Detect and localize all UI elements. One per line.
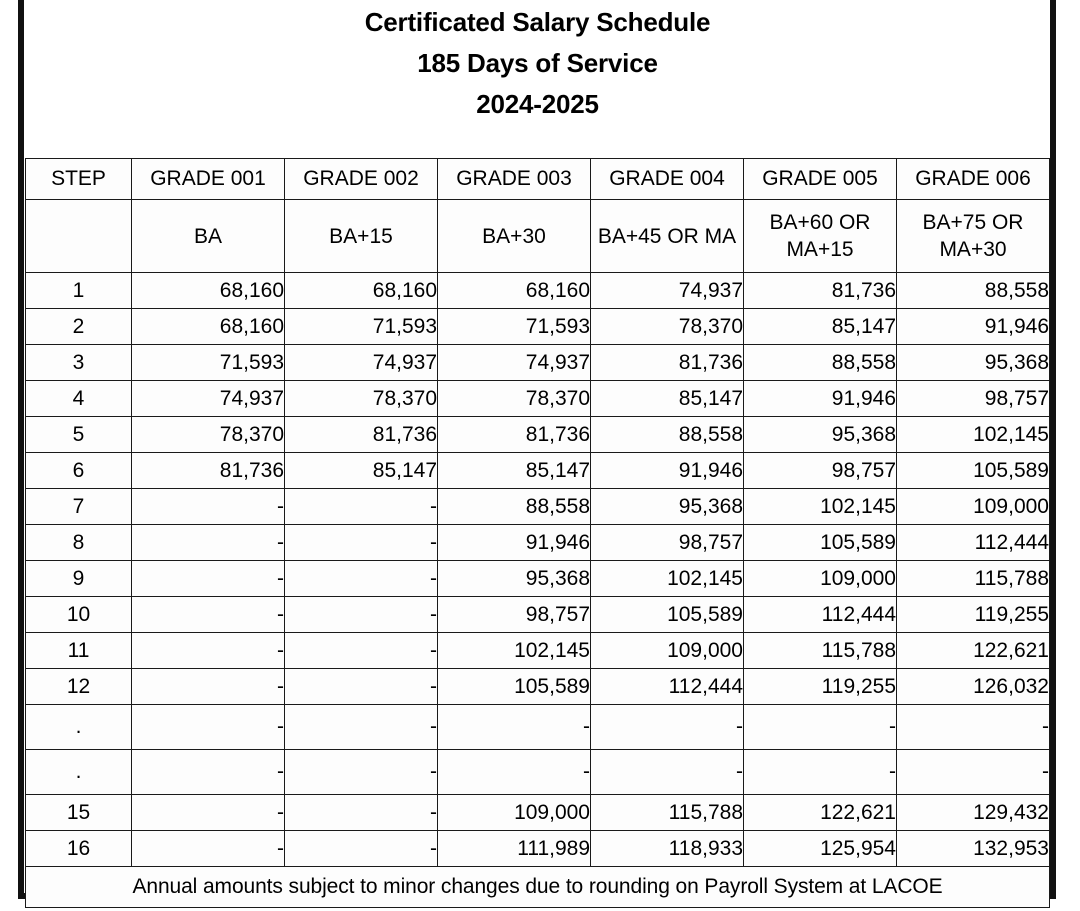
column-header-grade-005: GRADE 005	[744, 159, 897, 200]
salary-cell: 71,593	[438, 309, 591, 345]
footer-note-row	[26, 867, 1050, 908]
salary-cell: 81,736	[591, 345, 744, 381]
table-header	[26, 159, 1050, 273]
salary-cell: 88,558	[591, 417, 744, 453]
salary-cell: 112,444	[897, 525, 1050, 561]
salary-cell: 118,933	[591, 831, 744, 867]
salary-cell-empty: -	[285, 795, 438, 831]
salary-cell: 129,432	[897, 795, 1050, 831]
table-row	[26, 633, 1050, 669]
salary-cell: 78,370	[132, 417, 285, 453]
salary-cell: 125,954	[744, 831, 897, 867]
salary-cell: 105,589	[591, 597, 744, 633]
salary-cell: 112,444	[744, 597, 897, 633]
degree-header-grade-004: BA+45 OR MA	[591, 200, 744, 273]
salary-cell: 115,788	[591, 795, 744, 831]
salary-cell-empty: -	[438, 750, 591, 795]
salary-cell: 91,946	[744, 381, 897, 417]
salary-cell: 98,757	[897, 381, 1050, 417]
salary-cell-empty: -	[285, 633, 438, 669]
salary-cell: 109,000	[744, 561, 897, 597]
salary-cell: 74,937	[132, 381, 285, 417]
degree-header-grade-003: BA+30	[438, 200, 591, 273]
salary-cell-empty: -	[897, 705, 1050, 750]
salary-cell: 68,160	[285, 273, 438, 309]
salary-cell-empty: -	[132, 489, 285, 525]
step-cell: 12	[26, 669, 132, 705]
salary-cell: 126,032	[897, 669, 1050, 705]
salary-schedule-table	[25, 158, 1050, 908]
salary-cell: 71,593	[132, 345, 285, 381]
column-header-grade-001: GRADE 001	[132, 159, 285, 200]
salary-cell: 105,589	[744, 525, 897, 561]
table-row	[26, 525, 1050, 561]
salary-cell-empty: -	[132, 561, 285, 597]
salary-cell: 68,160	[132, 309, 285, 345]
table-body	[26, 273, 1050, 867]
salary-cell-empty: -	[285, 525, 438, 561]
degree-header-grade-001: BA	[132, 200, 285, 273]
salary-cell: 109,000	[897, 489, 1050, 525]
salary-cell: 85,147	[285, 453, 438, 489]
salary-cell-empty: -	[744, 750, 897, 795]
table-row	[26, 750, 1050, 795]
table-row	[26, 273, 1050, 309]
salary-cell: 102,145	[744, 489, 897, 525]
salary-cell: 88,558	[438, 489, 591, 525]
salary-cell-empty: -	[591, 750, 744, 795]
step-cell: 15	[26, 795, 132, 831]
degree-header-blank	[26, 200, 132, 273]
column-header-grade-002: GRADE 002	[285, 159, 438, 200]
salary-cell: 85,147	[591, 381, 744, 417]
step-cell: 8	[26, 525, 132, 561]
table-row	[26, 597, 1050, 633]
salary-cell: 95,368	[591, 489, 744, 525]
table-row	[26, 561, 1050, 597]
step-cell: .	[26, 750, 132, 795]
salary-cell: 68,160	[438, 273, 591, 309]
salary-cell-empty: -	[285, 597, 438, 633]
table-row	[26, 381, 1050, 417]
salary-cell: 95,368	[438, 561, 591, 597]
salary-cell-empty: -	[285, 750, 438, 795]
salary-cell-empty: -	[132, 750, 285, 795]
salary-cell: 95,368	[897, 345, 1050, 381]
step-cell: 9	[26, 561, 132, 597]
salary-cell: 98,757	[591, 525, 744, 561]
salary-cell: 88,558	[744, 345, 897, 381]
salary-cell: 109,000	[438, 795, 591, 831]
salary-cell: 78,370	[438, 381, 591, 417]
salary-cell: 105,589	[897, 453, 1050, 489]
step-cell: 1	[26, 273, 132, 309]
step-cell: 2	[26, 309, 132, 345]
salary-cell-empty: -	[285, 489, 438, 525]
step-cell: .	[26, 705, 132, 750]
step-cell: 11	[26, 633, 132, 669]
salary-cell: 102,145	[897, 417, 1050, 453]
step-cell: 16	[26, 831, 132, 867]
table-row	[26, 705, 1050, 750]
step-cell: 4	[26, 381, 132, 417]
salary-cell: 111,989	[438, 831, 591, 867]
header-row-degrees	[26, 200, 1050, 273]
salary-cell: 98,757	[744, 453, 897, 489]
salary-cell: 74,937	[285, 345, 438, 381]
salary-cell: 98,757	[438, 597, 591, 633]
table-row	[26, 489, 1050, 525]
table-row	[26, 309, 1050, 345]
salary-cell: 81,736	[132, 453, 285, 489]
salary-cell-empty: -	[285, 561, 438, 597]
table-row	[26, 453, 1050, 489]
column-header-grade-006: GRADE 006	[897, 159, 1050, 200]
salary-cell: 119,255	[744, 669, 897, 705]
salary-cell: 91,946	[897, 309, 1050, 345]
salary-cell: 109,000	[591, 633, 744, 669]
header-row-grades	[26, 159, 1050, 200]
table-row	[26, 417, 1050, 453]
salary-cell-empty: -	[132, 633, 285, 669]
salary-cell: 102,145	[438, 633, 591, 669]
salary-cell: 122,621	[744, 795, 897, 831]
salary-cell: 102,145	[591, 561, 744, 597]
table-footer	[26, 867, 1050, 908]
salary-cell: 88,558	[897, 273, 1050, 309]
salary-cell-empty: -	[744, 705, 897, 750]
salary-cell-empty: -	[132, 705, 285, 750]
page-schoolyear: 2024-2025	[476, 89, 599, 119]
table-row	[26, 831, 1050, 867]
footer-note: Annual amounts subject to minor changes due to rounding on Payroll System at LACOE	[26, 867, 1050, 908]
salary-cell: 112,444	[591, 669, 744, 705]
salary-cell-empty: -	[285, 705, 438, 750]
salary-cell: 68,160	[132, 273, 285, 309]
page-title: Certificated Salary Schedule	[364, 7, 711, 37]
salary-cell: 81,736	[285, 417, 438, 453]
salary-cell-empty: -	[897, 750, 1050, 795]
salary-cell: 74,937	[591, 273, 744, 309]
step-cell: 10	[26, 597, 132, 633]
salary-cell-empty: -	[132, 795, 285, 831]
salary-cell: 115,788	[744, 633, 897, 669]
salary-cell: 71,593	[285, 309, 438, 345]
table-row	[26, 795, 1050, 831]
degree-header-grade-005: BA+60 OR MA+15	[744, 200, 897, 273]
table-row	[26, 345, 1050, 381]
salary-cell: 95,368	[744, 417, 897, 453]
document-title-block	[25, 2, 1050, 125]
salary-cell-empty: -	[132, 831, 285, 867]
salary-cell-empty: -	[591, 705, 744, 750]
salary-cell: 115,788	[897, 561, 1050, 597]
step-cell: 5	[26, 417, 132, 453]
step-cell: 3	[26, 345, 132, 381]
salary-cell: 105,589	[438, 669, 591, 705]
salary-cell: 78,370	[285, 381, 438, 417]
column-header-grade-003: GRADE 003	[438, 159, 591, 200]
salary-cell-empty: -	[132, 597, 285, 633]
salary-cell: 91,946	[591, 453, 744, 489]
degree-header-grade-006: BA+75 OR MA+30	[897, 200, 1050, 273]
salary-cell-empty: -	[438, 705, 591, 750]
step-cell: 7	[26, 489, 132, 525]
step-cell: 6	[26, 453, 132, 489]
salary-cell: 119,255	[897, 597, 1050, 633]
salary-cell: 74,937	[438, 345, 591, 381]
salary-cell: 81,736	[744, 273, 897, 309]
salary-cell: 85,147	[744, 309, 897, 345]
salary-cell: 132,953	[897, 831, 1050, 867]
salary-cell-empty: -	[132, 525, 285, 561]
salary-cell-empty: -	[285, 669, 438, 705]
degree-header-grade-002: BA+15	[285, 200, 438, 273]
salary-cell-empty: -	[285, 831, 438, 867]
salary-cell: 81,736	[438, 417, 591, 453]
salary-cell-empty: -	[132, 669, 285, 705]
salary-cell: 85,147	[438, 453, 591, 489]
page-subtitle: 185 Days of Service	[417, 48, 658, 78]
salary-cell: 122,621	[897, 633, 1050, 669]
salary-cell: 91,946	[438, 525, 591, 561]
salary-cell: 78,370	[591, 309, 744, 345]
column-header-step: STEP	[26, 159, 132, 200]
column-header-grade-004: GRADE 004	[591, 159, 744, 200]
table-row	[26, 669, 1050, 705]
